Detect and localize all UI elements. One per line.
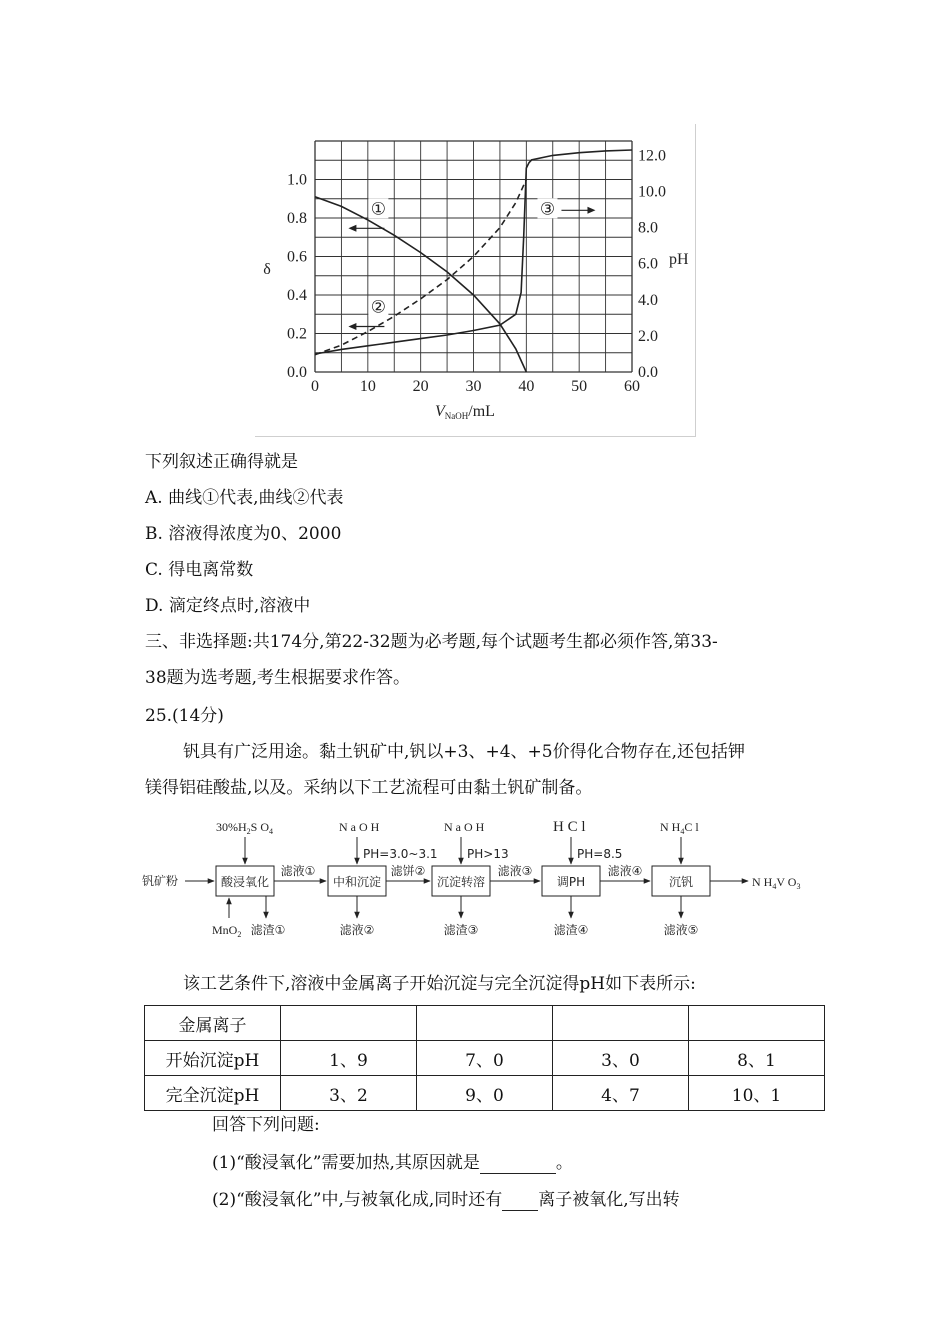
y-right-tick-label: 10.0 (638, 183, 666, 201)
answer-q1: (1)“酸浸氧化”需要加热,其原因就是 。 (212, 1153, 573, 1173)
answer-blank-1[interactable] (480, 1153, 556, 1174)
metal-ion-ph-table (144, 1005, 825, 1111)
y-right-tick-label: 4.0 (638, 291, 658, 309)
table-row (145, 1006, 825, 1041)
table-row (145, 1076, 825, 1111)
residue-2: 滤液② (339, 923, 375, 937)
x-tick-label: 50 (571, 378, 588, 395)
table-row-label: 开始沉淀pH (145, 1041, 281, 1076)
reagent-nh4cl: N $H_4C$ l (660, 820, 699, 836)
box-redissolve-label: 沉淀转溶 (436, 875, 486, 889)
box-neutralize-label: 中和沉淀 (332, 875, 382, 889)
reagent-hcl: H C l (553, 819, 586, 835)
x-tick-label: 60 (624, 378, 640, 395)
q25-number: 25.(14分) (145, 706, 224, 726)
y-right-tick-label: 0.0 (638, 364, 658, 381)
residue-4: 滤渣④ (553, 923, 589, 937)
answer-heading: 回答下列问题: (212, 1115, 320, 1135)
q25-paragraph-line1: 钒具有广泛用途。黏土钒矿中,钒以+3、+4、+5价得化合物存在,还包括钾 (183, 742, 745, 762)
table-cell: 3、2 (281, 1076, 417, 1111)
flow-end-product: N $H_4V$ $O_3$ (752, 875, 801, 891)
section3-line2: 38题为选考题,考生根据要求作答。 (145, 668, 411, 688)
table-cell: 3、0 (553, 1041, 689, 1076)
reagent-mno2: MnO$_2$ (212, 923, 242, 939)
answer-blank-2[interactable] (502, 1190, 538, 1211)
option-b: B. 溶液得浓度为0、2000 (145, 524, 342, 544)
reagent-naoh-1: N a O H (339, 820, 380, 834)
table-row (145, 1041, 825, 1076)
y-right-axis-label: pH (669, 251, 689, 268)
annotation-label-3: ③ (539, 199, 556, 219)
table-cell: 10、1 (689, 1076, 825, 1111)
process-flow-diagram (140, 815, 820, 945)
table-cell (553, 1006, 689, 1041)
y-left-tick-label: 0.4 (287, 287, 307, 304)
annotation-label-1: ① (370, 199, 387, 219)
condition-ph-1: PH=3.0~3.1 (363, 847, 438, 861)
flow-arrow-label-3: 滤液③ (497, 864, 533, 878)
table-row-label: 完全沉淀pH (145, 1076, 281, 1111)
table-cell: 4、7 (553, 1076, 689, 1111)
flow-arrow-label-4: 滤液④ (607, 864, 643, 878)
y-right-tick-label: 6.0 (638, 255, 658, 273)
reagent-h2so4: $30\%H_2S$ $O_4$ (216, 820, 274, 836)
y-left-tick-label: 1.0 (287, 171, 307, 189)
option-c: C. 得电离常数 (145, 560, 254, 580)
y-right-tick-label: 2.0 (638, 327, 658, 345)
table-cell: 9、0 (417, 1076, 553, 1111)
x-tick-label: 10 (359, 378, 376, 395)
flow-start-label: 钒矿粉 (142, 874, 179, 888)
table-header-cell: 金属离子 (145, 1006, 281, 1041)
box-precipitate-v-label: 沉钒 (668, 875, 694, 889)
y-left-axis-label: δ (263, 261, 271, 278)
residue-3: 滤渣③ (443, 923, 479, 937)
table-cell (417, 1006, 553, 1041)
table-cell: 1、9 (281, 1041, 417, 1076)
y-right-tick-label: 8.0 (638, 219, 658, 237)
annotation-arrow-head (348, 323, 356, 330)
table-cell (689, 1006, 825, 1041)
y-right-tick-label: 12.0 (638, 147, 666, 165)
x-axis-label: VNaOH/mL (435, 403, 495, 421)
table-cell: 7、0 (417, 1041, 553, 1076)
option-a: A. 曲线①代表,曲线②代表 (145, 488, 344, 508)
table-cell: 8、1 (689, 1041, 825, 1076)
titration-chart (255, 124, 695, 436)
table-cell (281, 1006, 417, 1041)
annotation-label-2: ② (370, 297, 387, 317)
residue-5: 滤液⑤ (663, 923, 699, 937)
x-tick-label: 20 (412, 378, 429, 395)
flow-arrow-label-2: 滤饼② (390, 864, 426, 878)
option-d: D. 滴定终点时,溶液中 (145, 596, 311, 616)
flow-arrow-label-1: 滤液① (280, 864, 316, 878)
x-tick-label: 0 (311, 378, 319, 395)
question-stem: 下列叙述正确得就是 (145, 452, 298, 472)
y-left-tick-label: 0.0 (287, 364, 307, 381)
x-tick-label: 30 (465, 378, 482, 395)
annotation-arrow-head (587, 207, 595, 214)
q25-paragraph-line2: 镁得铝硅酸盐,以及。采纳以下工艺流程可由黏土钒矿制备。 (145, 778, 593, 798)
y-left-tick-label: 0.2 (287, 325, 307, 343)
answer-q2: (2)“酸浸氧化”中,与被氧化成,同时还有 离子被氧化,写出转 (212, 1190, 680, 1210)
section3-line1: 三、非选择题:共174分,第22-32题为必考题,每个试题考生都必须作答,第33- (145, 632, 718, 652)
box-acid-leach-label: 酸浸氧化 (220, 875, 270, 889)
condition-ph-2: PH>13 (467, 847, 509, 861)
box-adjust-ph-label: 调PH (556, 875, 586, 889)
residue-1: 滤渣① (250, 923, 286, 937)
x-tick-label: 40 (518, 378, 535, 395)
reagent-naoh-2: N a O H (444, 820, 485, 834)
table-intro: 该工艺条件下,溶液中金属离子开始沉淀与完全沉淀得pH如下表所示: (183, 974, 696, 994)
y-left-tick-label: 0.8 (287, 210, 307, 227)
titration-chart-figure (255, 124, 696, 437)
condition-ph-3: PH=8.5 (577, 847, 623, 861)
y-left-tick-label: 0.6 (287, 248, 307, 266)
annotation-arrow-head (348, 225, 356, 232)
